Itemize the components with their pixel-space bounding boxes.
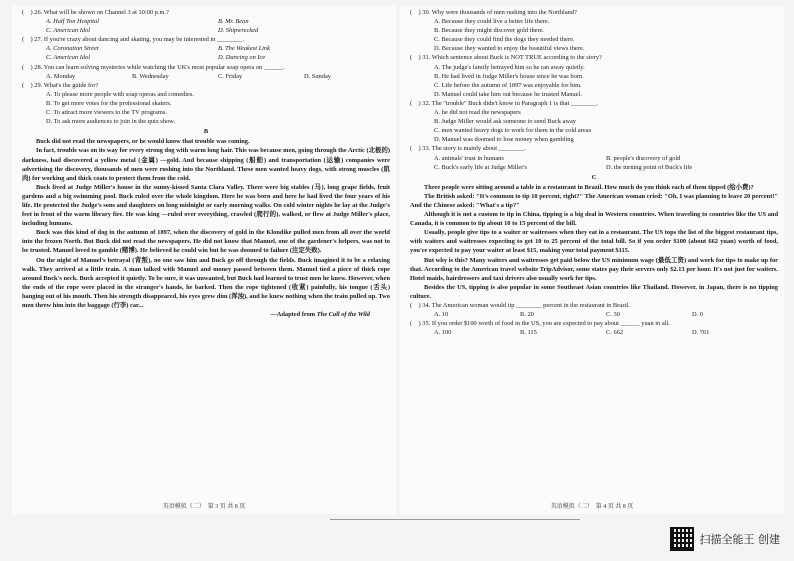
q28-option-a: A. Monday	[46, 72, 76, 80]
q35-option-b: B. 115	[520, 329, 537, 337]
attribution-prefix: —Adapted from	[270, 311, 316, 319]
q27-options	[22, 44, 390, 62]
q30-options	[410, 17, 778, 53]
q29-option-b: B. To get more votes for the professional skaters.	[46, 99, 172, 107]
q26-stem: ( ) 26. What will be shown on Channel 3 at 10:00 p.m.?	[22, 9, 169, 16]
q30-stem: ( ) 30. Why were thousands of men rushing into the Northland?	[410, 9, 577, 16]
q31-option-c: C. Life before the autumn of 1897 was enjoyable for him.	[434, 81, 582, 89]
q35-options	[410, 328, 778, 337]
q28-option-c: C. Friday	[218, 72, 243, 80]
q26-option-a: A. Half Ton Hospital	[46, 18, 100, 26]
q34-stem: ( ) 34. The American woman would tip ________ percent in the restaurant in Brazil.	[410, 302, 631, 309]
q33-option-a: A. animals' trust in humans	[434, 154, 504, 162]
q27-stem: ( ) 27. If you're crazy about dancing and skating, you may be interested in ________.	[22, 36, 245, 44]
q27-option-b: B. The Weakest Link	[218, 45, 270, 53]
right-page	[400, 6, 784, 514]
passage-c-paragraph-5: But why is this? Many waiters and waitresses get paid below the US minimum wage (最低工资) and work for tips to make up for that. According to the American travel website TripAdvisor, some states pay their servers only $2.13 per hour. It's not just for waiters. Hotel maids, hairdressers and taxi drivers also usually work for tips.	[410, 256, 778, 282]
q35-option-c: C. 662	[606, 329, 624, 337]
q28-stem: ( ) 28. You can learn solving mysteries while watching the UK's most popular soap opera on ______.	[22, 63, 285, 71]
passage-c-paragraph-4: Usually, people give tips to a waiter or waitresses when they eat in a restaurant. The US tops the list of the biggest restaurant tips, with waiters and waitresses expecting to get 10 to 25 percent of the total bill. So if you order $100 (about 662 yuan) worth of food, you're expected to pay your waiter at least $15, making your total payment $115.	[410, 229, 778, 255]
q31-stem: ( ) 31. Which sentence about Buck is NOT TRUE according to the story?	[410, 54, 602, 62]
q33-option-d: D. the turning point of Buck's life	[606, 163, 693, 171]
right-page-footer: 英语模拟（二） 第 4 页 共 8 页	[550, 504, 634, 510]
q27-option-a: A. Coronation Street	[46, 45, 99, 53]
qr-code-icon	[670, 527, 694, 551]
q31-option-a: A. The judge's family betrayed him so he ran away quietly.	[434, 63, 585, 71]
q29-stem: ( ) 29. What's the guide for?	[22, 81, 99, 89]
passage-b-paragraph-1: Buck did not read the newspapers, or he would know that trouble was coming.	[36, 138, 250, 146]
passage-c-paragraph-2: The British asked: "It's common to tip 10 percent, right?" The American woman cried: "Oh, I was planning to leave 20 percent!" And the Chinese asked: "What's a tip?"	[410, 192, 778, 209]
q35-stem: ( ) 35. If you order $100 worth of food in the US, you are expected to pay about ______ yuan in all.	[410, 320, 670, 328]
passage-b-paragraph-5: On the night of Manuel's betrayal (背叛), no one saw him and Buck go off through the fields. Buck imagined it to be a relaxing walk. They arrived at a little train. A man talked with Manuel and money passed between them. Manuel tied a piece of thick rope around Buck's neck. Buck accepted it quietly. To be sure, it was unwanted, but Buck had learned to trust men he knew. However, when the ends of the rope were placed in the stranger's hands, he barked. Then the rope tightened (收紧) painfully, his tongue (舌头) hanging out of his mouth. Then his strength disappeared, his eyes grew dim (浑浊), and he knew nothing when the train pulled up. Two men threw him into the baggage (行李) car...	[22, 256, 390, 309]
q33-stem: ( ) 33. The story is mainly about ________.	[410, 145, 526, 153]
q33-option-c: C. Buck's early life at Judge Miller's	[434, 163, 527, 171]
q30-option-c: C. Because they could find the dogs they needed there.	[434, 36, 575, 44]
q34-option-a: A. 10	[434, 311, 449, 319]
q32-stem: ( ) 32. The "trouble" Buck didn't know in Paragraph 1 is that ________.	[410, 99, 599, 107]
q28-option-b: B. Wednesday	[132, 72, 169, 80]
q31-options	[410, 63, 778, 99]
left-page	[12, 6, 396, 514]
q29-option-a: A. To please more people with soap operas and comedies.	[46, 90, 194, 98]
scanner-watermark-text: 扫描全能王 创建	[699, 533, 780, 546]
passage-b-paragraph-3: Buck lived at Judge Miller's house in the sunny-kissed Santa Clara Valley. There were big stables (马), long grape fields, fruit gardens and a big swimming pool. Buck ruled over the whole kingdom. Here he was born and here he had lived the four years of his life. He protected the Judge's sons and daughters on long midnight or early morning walks. On cold winter nights he lay at the Judge's feet in front of the warm library fire. He was king —ruled over everything, crawled (爬行的), walked, or flew at Judge Miller's place, including humans.	[22, 183, 390, 228]
q35-option-a: A. 100	[434, 329, 452, 337]
q26-option-b: B. Mr. Bean	[218, 18, 249, 26]
q32-option-a: A. he did not read the newspapers	[434, 109, 521, 117]
passage-c-paragraph-1: Three people were sitting around a table in a restaurant in Brazil. How much do you think each of them tipped (给小费)?	[424, 183, 754, 191]
q34-option-c: C. 30	[606, 311, 620, 319]
attribution-title: The Call of the Wild	[316, 311, 370, 319]
q33-options	[410, 154, 778, 172]
passage-b-attribution	[22, 310, 390, 319]
q26-option-c: C. American Idol	[46, 27, 91, 35]
q28-option-d: D. Sunday	[304, 72, 331, 80]
q33-option-b: B. people's discovery of gold	[606, 154, 681, 162]
q35-option-d: D. 761	[692, 329, 710, 337]
q29-options	[22, 90, 390, 126]
q31-option-b: B. He had lived in Judge Miller's house since he was born.	[434, 72, 584, 80]
q27-option-d: D. Dancing on Ice	[218, 54, 266, 62]
q32-option-b: B. Judge Miller would ask someone to send Buck away	[434, 118, 576, 126]
q29-option-c: C. To attract more viewers to the TV programs.	[46, 109, 167, 117]
passage-b-paragraph-4: Buck was this kind of dog in the autumn of 1897, when the discovery of gold in the Klondike pulled men from all over the world into the frozen North. But Buck did not read the newspapers. He did not know that Manuel, one of the gardener's helpers, was not to be trusted. Manuel loved to gamble (赌博). He believed he could win but he was doomed to failure (注定失败).	[22, 229, 390, 255]
scanner-watermark	[670, 527, 781, 551]
passage-c-paragraph-6: Besides the US, tipping is also popular in some Southeast Asian countries like Thailand. However, in Japan, there is no tipping culture.	[410, 283, 778, 300]
q34-option-b: B. 20	[520, 311, 534, 319]
q28-options	[22, 72, 390, 81]
q29-option-d: D. To ask more audiences to join in the quiz show.	[46, 118, 175, 126]
q32-options	[410, 108, 778, 144]
q27-option-c: C. American Idol	[46, 54, 91, 62]
q32-option-d: D. Manuel was doomed to lose money when gambling	[434, 136, 574, 144]
passage-c-paragraph-3: Although it is not a custom to tip in China, tipping is a big deal in Western countries. When traveling to countries like the US and Canada, it is common to tip about 10 to 15 percent of the bill.	[410, 211, 778, 228]
q26-option-d: D. Shipwrecked	[218, 27, 259, 35]
page-edge-line	[330, 519, 580, 520]
q30-option-d: D. Because they wanted to enjoy the beautiful views there.	[434, 45, 585, 53]
section-b-heading: B	[203, 128, 209, 136]
q30-option-b: B. Because they might discover gold there.	[434, 27, 545, 35]
q32-option-c: C. men wanted heavy dogs to work for them in the cold areas	[434, 127, 592, 135]
q30-option-a: A. Because they could live a better life there.	[434, 18, 550, 26]
section-c-heading: C	[591, 173, 597, 181]
q34-options	[410, 310, 778, 319]
q26-options	[22, 17, 390, 35]
passage-b-paragraph-2: In fact, trouble was on its way for every strong dog with warm long hair. This was because men, going through the Arctic (北极的) darkness, had discovered a yellow metal (金属) —gold. And because shipping (船舶) and transportation (运输) companies were advertising the discovery, thousands of men were rushing into the Northland. These men wanted heavy dogs, with strong muscles (肌肉) for working and thick coats to protect them from the cold.	[22, 147, 390, 182]
left-page-footer: 英语模拟（二） 第 3 页 共 8 页	[162, 504, 246, 510]
q34-option-d: D. 0	[692, 311, 704, 319]
q31-option-d: D. Manuel could take him out because he trusted Manuel.	[434, 90, 582, 98]
